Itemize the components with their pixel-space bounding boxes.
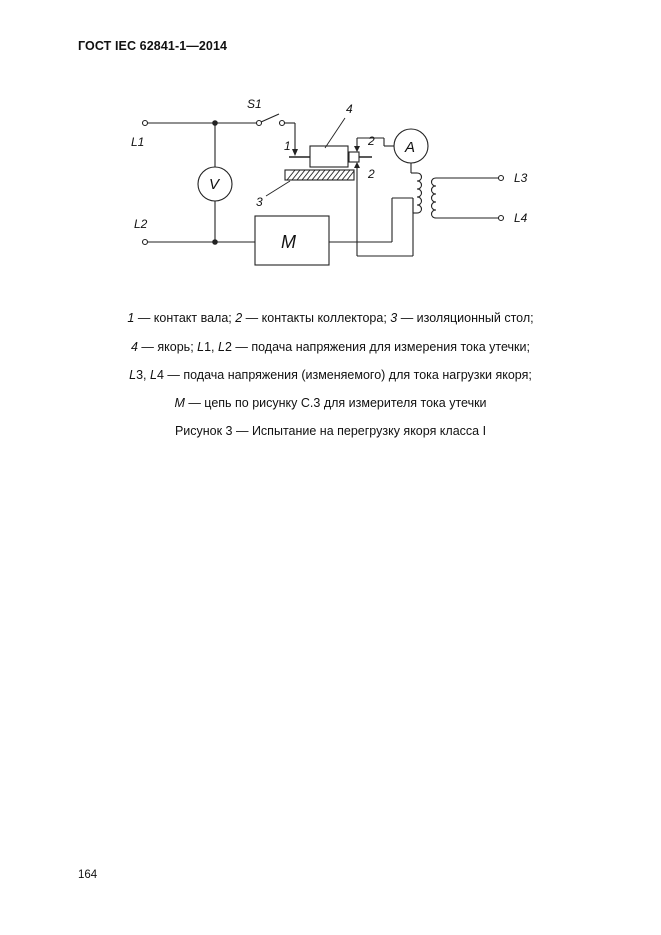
terminal-l4	[499, 216, 504, 221]
label-l2: L2	[134, 217, 148, 231]
label-l3: L3	[514, 171, 528, 185]
shaft-contact-arrow	[292, 149, 298, 156]
leader-item-4	[325, 118, 345, 148]
junction-lower	[212, 239, 218, 245]
label-m-circuit: M	[281, 232, 296, 252]
label-item-1: 1	[284, 139, 291, 153]
terminal-l3	[499, 176, 504, 181]
legend-line-4: M — цепь по рисунку С.3 для измерителя тока утечки	[174, 396, 487, 410]
label-item-2-upper: 2	[368, 134, 375, 148]
armature-body	[310, 146, 348, 167]
label-ammeter: A	[405, 139, 416, 156]
label-item-4: 4	[346, 102, 353, 116]
page-number: 164	[78, 869, 98, 881]
switch-s1-contact-right	[280, 121, 285, 126]
document-header: ГОСТ IEC 62841-1—2014	[78, 39, 228, 53]
switch-s1-blade	[261, 114, 279, 122]
label-item-3: 3	[256, 195, 263, 209]
legend-line-2: 4 — якорь; L1, L2 — подача напряжения для измерения тока утечки;	[131, 340, 530, 354]
circuit-diagram	[0, 0, 661, 300]
transformer-primary	[417, 173, 422, 213]
commutator	[349, 152, 359, 162]
figure-caption: Рисунок 3 — Испытание на перегрузку якоря класса I	[174, 424, 487, 438]
leader-item-3	[266, 181, 290, 196]
label-l4: L4	[514, 211, 528, 225]
commutator-contact-upper	[354, 146, 360, 152]
legend-line-3: L3, L4 — подача напряжения (изменяемого) для тока нагрузки якоря;	[129, 368, 532, 382]
label-l1: L1	[131, 135, 145, 149]
label-voltmeter: V	[209, 176, 220, 193]
legend-line-1: 1 — контакт вала; 2 — контакты коллектора; 3 — изоляционный стол;	[127, 311, 534, 325]
transformer-secondary	[432, 178, 437, 218]
commutator-contact-lower	[354, 162, 360, 168]
terminal-l1	[143, 121, 148, 126]
label-s1: S1	[247, 97, 262, 111]
label-item-2-lower: 2	[368, 167, 375, 181]
switch-s1-contact-left	[257, 121, 262, 126]
junction-upper	[212, 120, 218, 126]
terminal-l2	[143, 240, 148, 245]
